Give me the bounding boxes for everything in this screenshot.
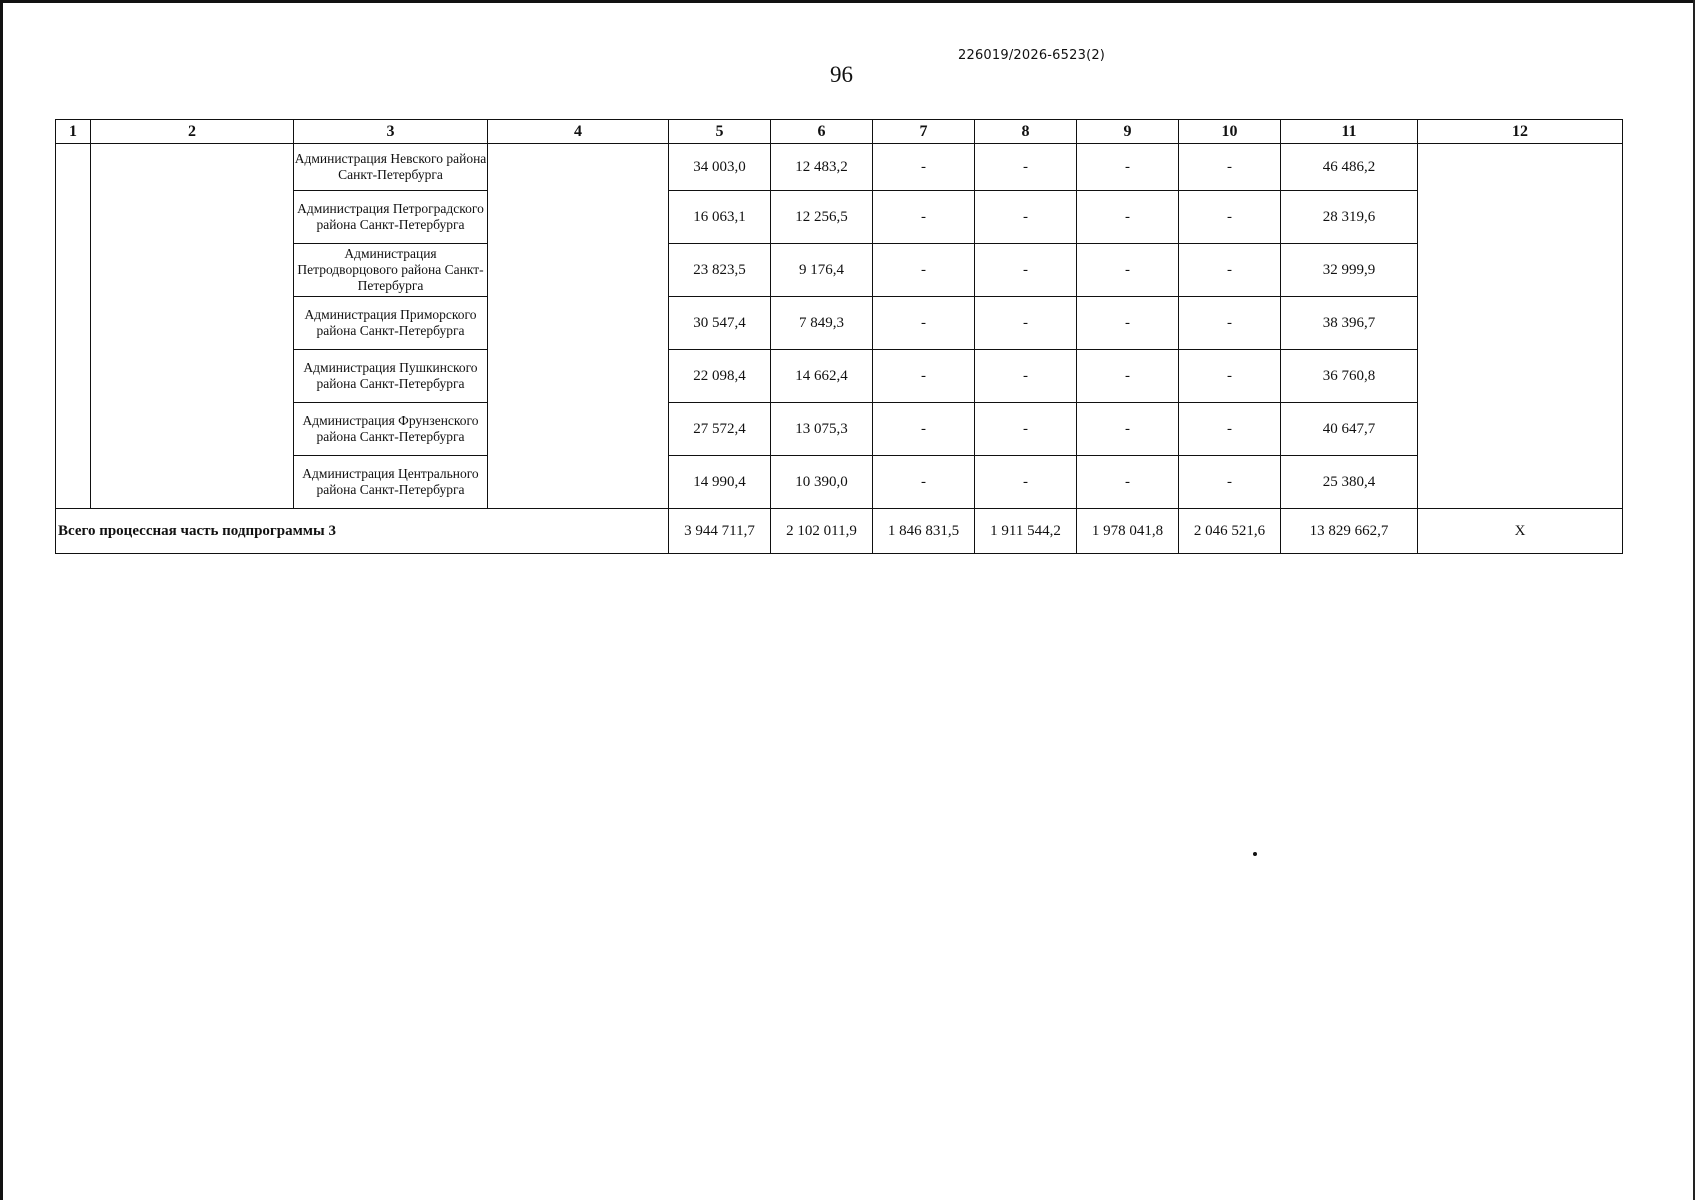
column-number-row [56,120,1623,144]
merged-cell-col12 [1418,144,1623,509]
value-cell-8: - [975,297,1077,350]
value-cell-7: - [873,456,975,509]
value-cell-10: - [1179,144,1281,191]
total-cell-12: X [1418,509,1623,554]
value-cell-11: 40 647,7 [1281,403,1418,456]
total-cell-7: 1 846 831,5 [873,509,975,554]
organization-cell: Администрация Пушкинского района Санкт-Петербурга [294,350,488,403]
value-cell-6: 7 849,3 [771,297,873,350]
value-cell-11: 38 396,7 [1281,297,1418,350]
value-cell-8: - [975,456,1077,509]
value-cell-7: - [873,144,975,191]
column-header: 8 [975,120,1077,144]
scan-border-left [0,0,3,1200]
column-header: 9 [1077,120,1179,144]
organization-cell: Администрация Невского района Санкт-Петербурга [294,144,488,191]
organization-cell: Администрация Петродворцового района Санкт-Петербурга [294,244,488,297]
column-header: 2 [91,120,294,144]
value-cell-6: 12 483,2 [771,144,873,191]
total-cell-6: 2 102 011,9 [771,509,873,554]
total-cell-10: 2 046 521,6 [1179,509,1281,554]
column-header: 12 [1418,120,1623,144]
value-cell-5: 22 098,4 [669,350,771,403]
value-cell-11: 32 999,9 [1281,244,1418,297]
value-cell-9: - [1077,456,1179,509]
value-cell-8: - [975,350,1077,403]
value-cell-9: - [1077,244,1179,297]
column-header: 6 [771,120,873,144]
column-header: 11 [1281,120,1418,144]
value-cell-11: 28 319,6 [1281,191,1418,244]
value-cell-8: - [975,144,1077,191]
organization-cell: Администрация Фрунзенского района Санкт-Петербурга [294,403,488,456]
value-cell-9: - [1077,191,1179,244]
scan-dot-mark [1253,852,1257,856]
value-cell-11: 36 760,8 [1281,350,1418,403]
value-cell-7: - [873,350,975,403]
value-cell-10: - [1179,244,1281,297]
total-row [56,509,1623,554]
value-cell-6: 10 390,0 [771,456,873,509]
column-header: 4 [488,120,669,144]
merged-cell-col1 [56,144,91,509]
value-cell-5: 34 003,0 [669,144,771,191]
value-cell-10: - [1179,350,1281,403]
total-cell-8: 1 911 544,2 [975,509,1077,554]
value-cell-6: 14 662,4 [771,350,873,403]
total-label: Всего процессная часть подпрограммы 3 [56,509,669,554]
value-cell-8: - [975,403,1077,456]
table-row [56,144,1623,191]
column-header: 7 [873,120,975,144]
value-cell-11: 46 486,2 [1281,144,1418,191]
value-cell-9: - [1077,350,1179,403]
document-id: 226019/2026-6523(2) [958,48,1106,63]
value-cell-6: 9 176,4 [771,244,873,297]
value-cell-10: - [1179,403,1281,456]
value-cell-5: 27 572,4 [669,403,771,456]
value-cell-5: 23 823,5 [669,244,771,297]
organization-cell: Администрация Приморского района Санкт-Петербурга [294,297,488,350]
value-cell-8: - [975,191,1077,244]
value-cell-6: 13 075,3 [771,403,873,456]
total-cell-11: 13 829 662,7 [1281,509,1418,554]
value-cell-5: 30 547,4 [669,297,771,350]
value-cell-7: - [873,297,975,350]
scan-border-top [0,0,1695,3]
merged-cell-col2 [91,144,294,509]
value-cell-9: - [1077,297,1179,350]
column-header: 1 [56,120,91,144]
column-header: 5 [669,120,771,144]
budget-table [55,119,1623,554]
total-cell-9: 1 978 041,8 [1077,509,1179,554]
value-cell-10: - [1179,191,1281,244]
column-header: 3 [294,120,488,144]
value-cell-5: 14 990,4 [669,456,771,509]
organization-cell: Администрация Петроградского района Санкт-Петербурга [294,191,488,244]
page-number: 96 [830,62,853,87]
organization-cell: Администрация Центрального района Санкт-Петербурга [294,456,488,509]
value-cell-7: - [873,191,975,244]
total-cell-5: 3 944 711,7 [669,509,771,554]
value-cell-9: - [1077,403,1179,456]
value-cell-7: - [873,403,975,456]
value-cell-9: - [1077,144,1179,191]
column-header: 10 [1179,120,1281,144]
value-cell-11: 25 380,4 [1281,456,1418,509]
value-cell-8: - [975,244,1077,297]
value-cell-5: 16 063,1 [669,191,771,244]
value-cell-10: - [1179,297,1281,350]
value-cell-7: - [873,244,975,297]
value-cell-10: - [1179,456,1281,509]
merged-cell-col4 [488,144,669,509]
value-cell-6: 12 256,5 [771,191,873,244]
